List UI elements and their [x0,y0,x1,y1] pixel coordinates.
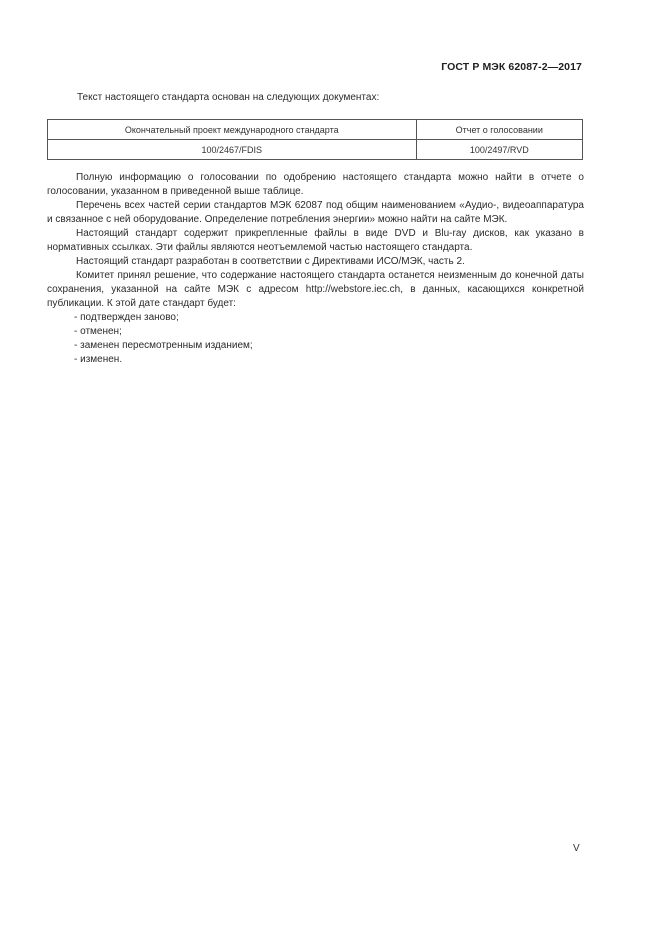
paragraph-committee-decision: Комитет принял решение, что содержание настоящего стандарта останется неизменным до конечной даты сохранения, указанной на сайте МЭК с адресом http://webstore.iec.ch, в данных, касающихся конкретной публикации. К этой дате стандарт будет: [47,270,584,309]
list-item: - заменен пересмотренным изданием; [74,340,253,351]
table-cell: 100/2497/RVD [416,140,582,160]
page-number: V [573,843,580,854]
list-item: - отменен; [74,326,122,337]
list-item: - изменен. [74,354,123,365]
table-header-cell: Отчет о голосовании [416,120,582,140]
documents-table [47,119,583,160]
paragraph-directives: Настоящий стандарт разработан в соответствии с Директивами ИСО/МЭК, часть 2. [76,256,465,267]
table-header-row [48,120,583,140]
paragraph-voting-info: Полную информацию о голосовании по одобрению настоящего стандарта можно найти в отчете о голосовании, указанном в приведенной выше таблице. [47,172,584,197]
document-header-code: ГОСТ Р МЭК 62087-2—2017 [441,61,582,73]
table-row [48,140,583,160]
table-cell: 100/2467/FDIS [48,140,417,160]
table-header-cell: Окончательный проект международного стандарта [48,120,417,140]
intro-text: Текст настоящего стандарта основан на следующих документах: [77,92,380,103]
body-text [47,171,584,367]
paragraph-series-parts: Перечень всех частей серии стандартов МЭК 62087 под общим наименованием «Аудио-, видеоаппаратура и связанное с ней оборудование. Определение потребления энергии» можно найти на сайте МЭК. [47,200,584,225]
paragraph-attached-files: Настоящий стандарт содержит прикрепленные файлы в виде DVD и Blu-ray дисков, как указано в нормативных ссылках. Эти файлы являются неотъемлемой частью настоящего стандарта. [47,228,584,253]
list-item: - подтвержден заново; [74,312,179,323]
